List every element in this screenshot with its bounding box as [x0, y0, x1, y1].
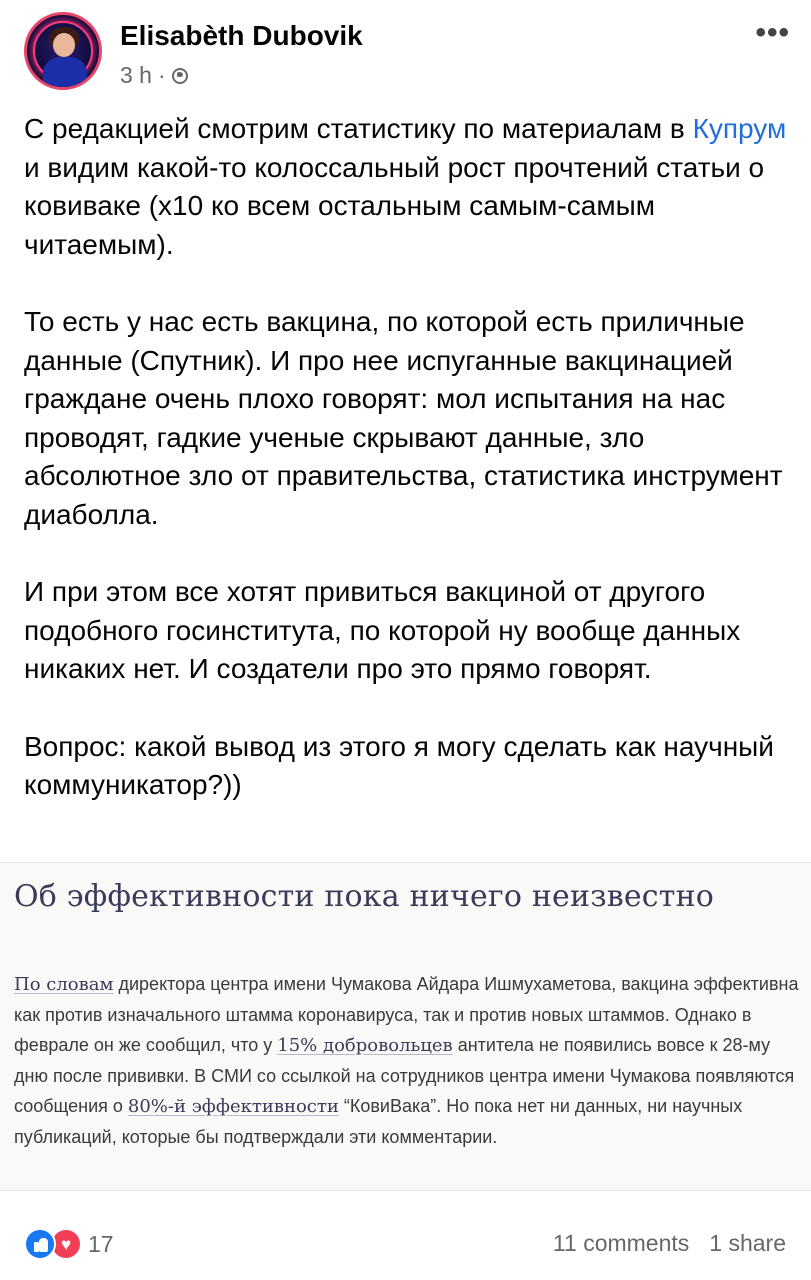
article-text: директора центра имени Чумакова Айдара Ишмухаметова, вакцина эффективна как против изначального штамма коронавируса, так и против новых штаммов. Однако в феврале он же сообщил, что у	[14, 974, 799, 1055]
post-paragraph	[24, 110, 794, 264]
reactions-summary[interactable]	[24, 1228, 114, 1260]
like-reaction-icon	[24, 1228, 56, 1260]
globe-icon[interactable]	[172, 68, 188, 84]
more-icon[interactable]: •••	[755, 16, 790, 49]
post-paragraph: И при этом все хотят привиться вакциной от другого подобного госинститута, по которой ну вообще данных никаких нет. И создатели про это прямо говорят.	[24, 576, 741, 685]
post-body	[24, 110, 794, 843]
article-title: Об эффективности пока ничего неизвестно	[14, 879, 715, 914]
post-paragraph: Вопрос: какой вывод из этого я могу сделать как научный коммуникатор?))	[24, 730, 774, 801]
article-link: 80%-й эффективности	[127, 1096, 339, 1117]
paragraph-text: С редакцией смотрим статистику по материалам в	[24, 113, 693, 144]
reaction-count: 17	[88, 1230, 114, 1257]
kuprum-link[interactable]: Купрум	[692, 113, 787, 144]
meta-separator: ·	[157, 62, 166, 88]
love-reaction-icon: ♥	[50, 1228, 82, 1260]
shares-count[interactable]: 1 share	[709, 1230, 786, 1256]
author-name[interactable]: Elisabèth Dubovik	[120, 20, 363, 51]
engagement-stats	[553, 1230, 786, 1257]
post-paragraph: То есть у нас есть вакцина, по которой есть приличные данные (Спутник). И про нее испуганные вакцинацией граждане очень плохо говорят: мол испытания на нас проводят, гадкие ученые скрывают данные, зло абсолютное зло от правительства, статистика инструмент диаболла.	[24, 305, 783, 530]
divider	[0, 1190, 811, 1191]
article-text: “КовиВака”. Но пока нет ни данных, ни научных публикаций, которые бы подтверждали эти комментарии.	[14, 1096, 743, 1147]
article-screenshot[interactable]	[0, 863, 811, 1190]
comments-count[interactable]: 11 comments	[552, 1230, 690, 1256]
avatar-body	[43, 57, 87, 90]
article-link: По словам	[14, 974, 114, 995]
avatar-face	[53, 33, 75, 57]
post-time[interactable]: 3 h	[120, 62, 152, 88]
post-meta	[120, 62, 188, 89]
post-footer	[24, 1228, 794, 1268]
article-text: антитела не появились вовсе к 28-му дню после прививки. В СМИ со ссылкой на сотрудников центра имени Чумакова появляются сообщения о	[14, 1035, 795, 1116]
article-link: 15% добровольцев	[277, 1035, 453, 1056]
paragraph-text: и видим какой-то колоссальный рост прочтений статьи о ковиваке (х10 ко всем остальным самым-самым читаемым).	[24, 151, 765, 260]
article-body	[14, 969, 804, 1152]
post-header	[24, 12, 804, 92]
avatar[interactable]	[24, 12, 102, 90]
